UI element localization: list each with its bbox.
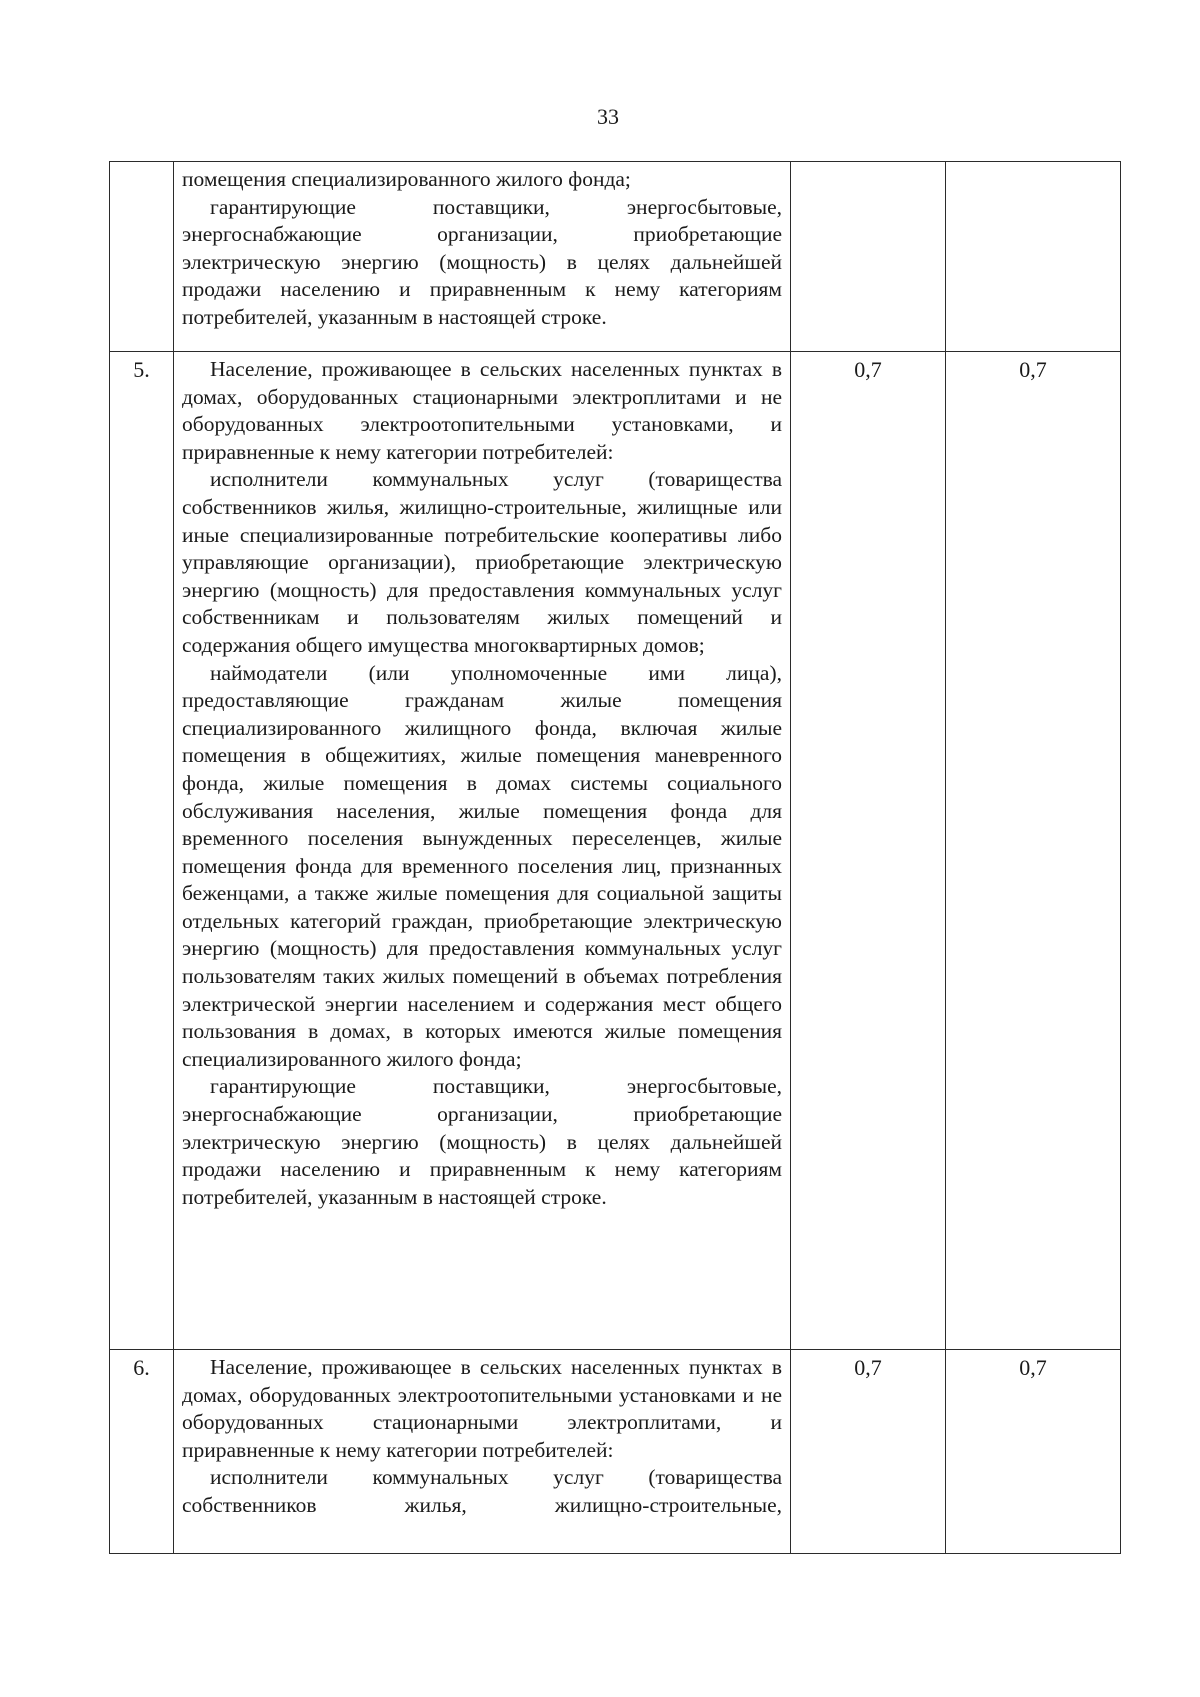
table-row — [110, 1350, 1121, 1554]
paragraph: наймодатели (или уполномоченные ими лица), предоставляющие гражданам жилые помещения специализированного жилищного фонда, включая жилые помещения в общежитиях, жилые помещения маневренного фонда, жилые помещения в домах системы социального обслуживания населения, жилые помещения фонда для временного поселения вынужденных переселенцев, жилые помещения фонда для временного поселения лиц, признанных беженцами, а также жилые помещения для социальной защиты отдельных категорий граждан, приобретающие электрическую энергию (мощность) для предоставления коммунальных услуг пользователям таких жилых помещений в объемах потребления электрической энергии населением и содержания мест общего пользования в домах, в которых имеются жилые помещения специализированного жилого фонда; — [182, 660, 782, 1071]
row-value-1: 0,7 — [791, 352, 946, 1350]
row-value-1 — [791, 162, 946, 352]
row-description — [174, 1350, 791, 1554]
tariff-table — [109, 161, 1121, 1554]
row-description — [174, 352, 791, 1350]
paragraph: помещения специализированного жилого фонда; — [182, 167, 631, 191]
paragraph: Население, проживающее в сельских населенных пунктах в домах, оборудованных электроотопительными установками и не оборудованных стационарными электроплитами, и приравненные к нему категории потребителей: — [182, 1355, 782, 1462]
row-value-2: 0,7 — [946, 352, 1121, 1350]
paragraph: Население, проживающее в сельских населенных пунктах в домах, оборудованных стационарными электроплитами и не оборудованных электроотопительными установками, и приравненные к нему категории потребителей: — [182, 357, 782, 464]
row-number: 6. — [110, 1350, 174, 1554]
row-value-2 — [946, 162, 1121, 352]
row-value-2: 0,7 — [946, 1350, 1121, 1554]
page-number: 33 — [597, 104, 619, 129]
paragraph: исполнители коммунальных услуг (товарищества собственников жилья, жилищно-строительные, — [182, 1465, 782, 1517]
paragraph: гарантирующие поставщики, энергосбытовые, энергоснабжающие организации, приобретающие электрическую энергию (мощность) в целях дальнейшей продажи населению и приравненным к нему категориям потребителей, указанным в настоящей строке. — [182, 1074, 782, 1209]
row-value-1: 0,7 — [791, 1350, 946, 1554]
row-number: 5. — [110, 352, 174, 1350]
row-description — [174, 162, 791, 352]
row-number — [110, 162, 174, 352]
table-row — [110, 352, 1121, 1350]
table-row — [110, 162, 1121, 352]
paragraph: исполнители коммунальных услуг (товарищества собственников жилья, жилищно-строительные, жилищные или иные специализированные потребительские кооперативы либо управляющие организации), приобретающие электрическую энергию (мощность) для предоставления коммунальных услуг собственникам и пользователям жилых помещений и содержания общего имущества многоквартирных домов; — [182, 467, 782, 657]
paragraph: гарантирующие поставщики, энергосбытовые, энергоснабжающие организации, приобретающие электрическую энергию (мощность) в целях дальнейшей продажи населению и приравненным к нему категориям потребителей, указанным в настоящей строке. — [182, 194, 782, 329]
